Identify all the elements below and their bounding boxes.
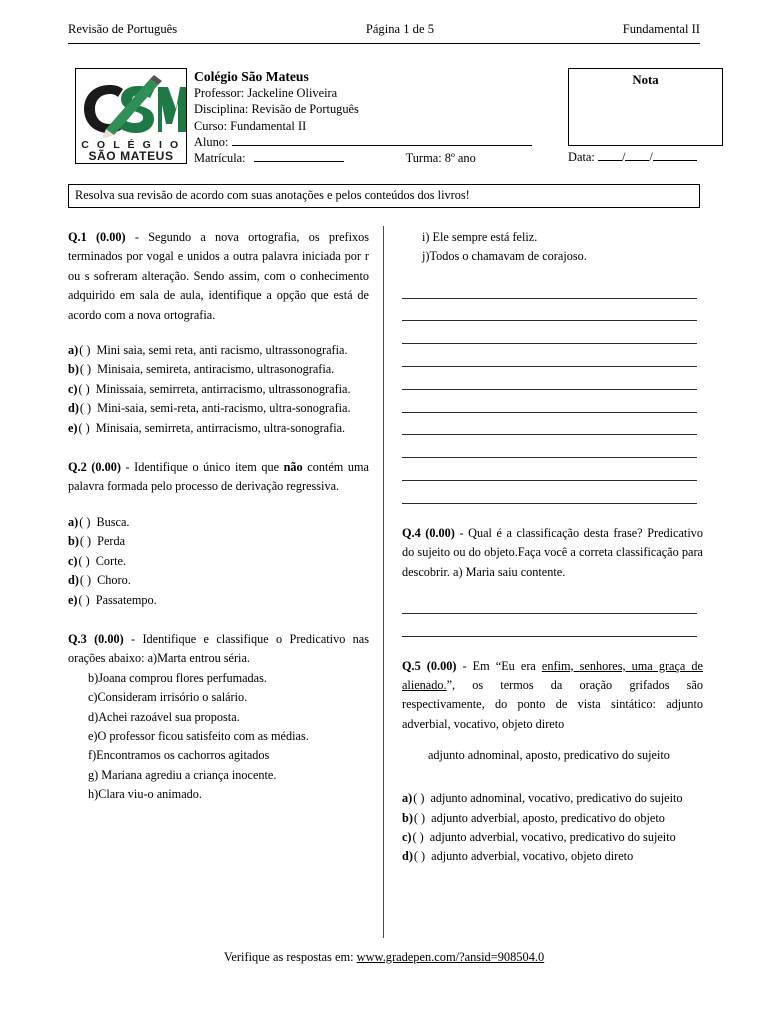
- option-c-text: Corte.: [95, 553, 127, 568]
- option-e-letter: e): [68, 420, 78, 435]
- answer-line[interactable]: [402, 299, 697, 322]
- answer-line[interactable]: [402, 458, 697, 481]
- option-c[interactable]: [68, 380, 369, 399]
- question-2: [68, 458, 369, 610]
- turma-value: 8º ano: [444, 151, 476, 166]
- question-1-text: Segundo a nova ortografia, os prefixos terminados por vogal e unidos a outra palavra iniciada por r ou s sofreram alteração. Sendo assim, com o conhecimento adquirido em sala de aula, identifique a opção que está de acordo com a nova ortografia.: [68, 230, 370, 322]
- option-b[interactable]: [68, 532, 369, 551]
- school-name: Colégio São Mateus: [194, 69, 309, 84]
- question-4-answer-area[interactable]: [402, 591, 697, 637]
- question-4-tag: Q.4 (0.00): [402, 525, 455, 540]
- question-3-item-h: h)Clara viu-o animado.: [88, 787, 202, 802]
- option-d-text: Mini-saia, semi-reta, anti-racismo, ultra-sonografia.: [97, 401, 351, 416]
- option-a[interactable]: [402, 789, 703, 808]
- logo-line1: C O L É G I O: [81, 139, 181, 151]
- option-a-text: Mini saia, semi reta, anti racismo, ultrassonografia.: [96, 343, 348, 358]
- question-2-text-emphasis: não: [283, 460, 303, 475]
- answer-line[interactable]: [402, 321, 697, 344]
- option-b-checkbox[interactable]: ( ): [413, 810, 426, 825]
- answer-line[interactable]: [402, 390, 697, 413]
- option-c-letter: c): [68, 553, 78, 568]
- option-a-checkbox[interactable]: ( ): [413, 791, 425, 806]
- option-d-letter: d): [68, 401, 79, 416]
- question-5-text-before: Em “Eu era: [472, 658, 542, 673]
- question-5-dash: -: [456, 658, 473, 673]
- question-3: [68, 630, 369, 805]
- question-1-dash: -: [125, 230, 149, 244]
- data-label: Data:: [568, 150, 595, 164]
- option-b[interactable]: [68, 360, 369, 379]
- curso-label: Curso:: [194, 118, 228, 133]
- option-a-text: adjunto adnominal, vocativo, predicativo do sujeito: [430, 791, 683, 806]
- option-a-text: Busca.: [96, 514, 130, 529]
- data-sep-1: /: [621, 150, 626, 164]
- professor-label: Professor:: [194, 86, 245, 100]
- option-a-letter: a): [68, 514, 79, 529]
- option-d-checkbox[interactable]: ( ): [79, 401, 92, 416]
- option-d[interactable]: [68, 571, 369, 590]
- answers-url-link[interactable]: www.gradepen.com/?ansid=908504.0: [356, 950, 545, 964]
- left-column: [68, 228, 369, 805]
- option-b-letter: b): [68, 534, 79, 549]
- option-e-checkbox[interactable]: ( ): [78, 420, 90, 435]
- option-c-letter: c): [68, 381, 78, 396]
- option-c-checkbox[interactable]: ( ): [412, 829, 424, 844]
- aluno-line: [194, 134, 569, 150]
- school-logo: [75, 68, 187, 164]
- option-b-checkbox[interactable]: ( ): [79, 534, 92, 549]
- professor-value: Jackeline Oliveira: [247, 86, 338, 100]
- option-a-letter: a): [68, 343, 79, 358]
- option-d-checkbox[interactable]: ( ): [413, 849, 426, 864]
- option-b[interactable]: [402, 809, 703, 828]
- option-a[interactable]: [68, 341, 369, 360]
- question-3-continued: [402, 228, 703, 267]
- right-column: [402, 228, 703, 867]
- option-a-checkbox[interactable]: ( ): [79, 514, 91, 529]
- option-d-text: adjunto adverbial, vocativo, objeto direto: [431, 849, 634, 864]
- option-c[interactable]: [68, 552, 369, 571]
- matricula-input[interactable]: [254, 150, 344, 162]
- header-right: Fundamental II: [622, 22, 700, 36]
- option-c-text: adjunto adverbial, vocativo, predicativo do sujeito: [429, 829, 676, 844]
- header-rule: [68, 43, 700, 44]
- option-c-checkbox[interactable]: ( ): [78, 381, 90, 396]
- logo-line2: SÃO MATEUS: [88, 149, 174, 163]
- question-3-item-c: c)Consideram irrisório o salário.: [88, 690, 248, 705]
- professor-line: [194, 85, 569, 101]
- option-b-checkbox[interactable]: ( ): [79, 362, 92, 377]
- option-e[interactable]: [68, 591, 369, 610]
- question-5-quoted-excerpt: enfim, senhores, uma graça de alienado.: [402, 658, 703, 692]
- question-5-options: [402, 789, 703, 867]
- question-2-text-before: Identifique o único item que: [134, 460, 284, 475]
- disciplina-label: Disciplina:: [194, 102, 249, 117]
- running-header: [68, 22, 700, 37]
- logo-icon: [76, 69, 186, 163]
- question-2-text-after: contém uma palavra formada pelo processo de derivação regressiva.: [68, 460, 369, 494]
- option-c-checkbox[interactable]: ( ): [78, 553, 90, 568]
- curso-line: [194, 118, 569, 134]
- question-1-options: [68, 341, 369, 438]
- option-e-checkbox[interactable]: ( ): [78, 592, 90, 607]
- question-3-item-b: b)Joana comprou flores perfumadas.: [88, 670, 267, 685]
- question-4: [402, 524, 703, 637]
- instruction-banner: Resolva sua revisão de acordo com suas anotações e pelos conteúdos dos livros!: [68, 184, 700, 208]
- answer-line[interactable]: [402, 344, 697, 367]
- header-center: Página 1 de 5: [365, 22, 435, 36]
- header-left: Revisão de Português: [68, 22, 178, 36]
- turma-group: [406, 150, 476, 166]
- question-1-statement: [68, 228, 369, 325]
- question-2-options: [68, 513, 369, 610]
- option-b-letter: b): [68, 362, 79, 377]
- question-3-answer-area[interactable]: [402, 276, 697, 504]
- option-c-text: Minissaia, semirreta, antirracismo, ultrassonografia.: [95, 381, 351, 396]
- option-a[interactable]: [68, 513, 369, 532]
- option-c-letter: c): [402, 829, 412, 844]
- question-4-dash: -: [454, 525, 469, 540]
- question-4-text: Qual é a classificação desta frase? Predicativo do sujeito ou do objeto.Faça você a correta classificação para descobrir. a) Maria saiu contente.: [402, 525, 703, 579]
- data-sep-2: /: [649, 150, 653, 164]
- question-5-continued: adjunto adnominal, aposto, predicativo do sujeito: [428, 748, 670, 763]
- option-b-letter: b): [402, 810, 413, 825]
- question-5-text-after: ”, os termos da oração grifados são respectivamente, do ponto de vista sintático: adjunto adverbial, vocativo, objeto direto: [402, 678, 703, 731]
- column-divider: [383, 226, 384, 938]
- answer-line[interactable]: [402, 614, 697, 637]
- matricula-label: Matrícula:: [194, 151, 246, 166]
- answer-line[interactable]: [402, 481, 697, 504]
- option-d-checkbox[interactable]: ( ): [79, 573, 92, 588]
- disciplina-line: [194, 101, 569, 117]
- option-b-text: Minisaia, semireta, antiracismo, ultrasonografia.: [97, 362, 335, 377]
- question-3-statement: [68, 630, 369, 669]
- question-3-item-d: d)Achei razoável sua proposta.: [88, 709, 240, 724]
- question-1: [68, 228, 369, 438]
- aluno-input[interactable]: [232, 134, 532, 146]
- question-3-tag: Q.3 (0.00): [68, 631, 124, 646]
- option-b-text: adjunto adverbial, aposto, predicativo do objeto: [431, 810, 665, 825]
- option-d-text: Choro.: [97, 573, 131, 588]
- answer-line[interactable]: [402, 591, 697, 614]
- question-3-item-f: f)Encontramos os cachorros agitados: [88, 748, 270, 763]
- question-2-statement: [68, 458, 369, 497]
- answer-line[interactable]: [402, 435, 697, 458]
- curso-value: Fundamental II: [230, 118, 307, 133]
- matricula-line: [194, 150, 569, 166]
- disciplina-value: Revisão de Português: [251, 102, 359, 117]
- nota-label: Nota: [632, 73, 659, 87]
- question-5: [402, 657, 703, 867]
- question-1-tag: Q.1 (0.00): [68, 230, 126, 244]
- option-d[interactable]: [68, 399, 369, 418]
- option-c[interactable]: [402, 828, 703, 847]
- school-info: [194, 68, 569, 166]
- data-day-input[interactable]: [598, 150, 622, 161]
- answer-line[interactable]: [402, 367, 697, 390]
- question-5-tag: Q.5 (0.00): [402, 658, 457, 673]
- option-e-text: Minisaia, semirreta, antirracismo, ultra-sonografia.: [95, 420, 346, 435]
- option-d-letter: d): [68, 573, 79, 588]
- option-b-text: Perda: [97, 534, 126, 549]
- option-e-letter: e): [68, 592, 78, 607]
- question-2-dash: -: [120, 460, 135, 475]
- option-e[interactable]: [68, 419, 369, 438]
- question-3-item-j: j)Todos o chamavam de corajoso.: [422, 249, 587, 264]
- answer-line[interactable]: [402, 276, 697, 299]
- option-e-text: Passatempo.: [95, 592, 157, 607]
- data-line: [568, 150, 697, 165]
- aluno-label: Aluno:: [194, 134, 229, 149]
- question-3-text: Identifique e classifique o Predicativo nas orações abaixo: a)Marta entrou séria.: [68, 631, 370, 666]
- turma-label: Turma:: [405, 151, 442, 166]
- option-a-letter: a): [402, 791, 413, 806]
- answer-line[interactable]: [402, 413, 697, 436]
- footer-prefix: Verifique as respostas em:: [223, 950, 354, 964]
- data-year-input[interactable]: [653, 150, 697, 161]
- question-3-item-g: g) Mariana agrediu a criança inocente.: [88, 767, 277, 782]
- question-2-tag: Q.2 (0.00): [68, 460, 121, 475]
- question-3-item-e: e)O professor ficou satisfeito com as médias.: [88, 728, 309, 743]
- option-a-checkbox[interactable]: ( ): [79, 343, 91, 358]
- data-month-input[interactable]: [625, 150, 649, 161]
- option-d-letter: d): [402, 849, 413, 864]
- identity-block: [68, 68, 700, 168]
- option-d[interactable]: [402, 847, 703, 866]
- question-3-item-i: i) Ele sempre está feliz.: [422, 230, 538, 244]
- nota-box[interactable]: [568, 68, 723, 146]
- question-3-dash: -: [123, 631, 143, 646]
- question-4-statement: [402, 524, 703, 582]
- question-5-statement: [402, 657, 703, 735]
- page-footer: [0, 950, 768, 965]
